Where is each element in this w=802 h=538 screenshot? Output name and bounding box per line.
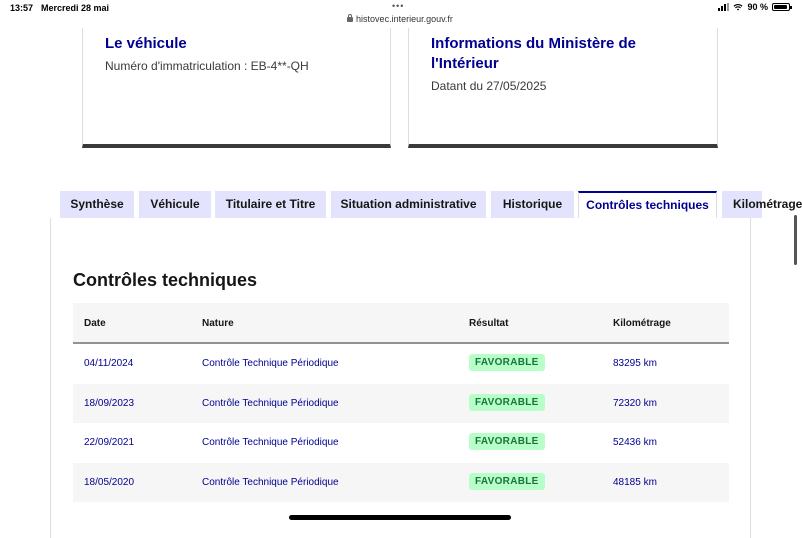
result-badge: FAVORABLE (469, 433, 545, 450)
header-nature: Nature (202, 318, 234, 329)
table-row (73, 384, 729, 424)
ministry-card-title: Informations du Ministère de l'Intérieur (431, 35, 637, 72)
tab-controles-techniques[interactable]: Contrôles techniques (578, 191, 717, 219)
header-result: Résultat (469, 318, 509, 329)
status-indicators (718, 2, 790, 12)
battery-icon (772, 3, 790, 11)
lock-icon (347, 17, 353, 22)
address-bar[interactable] (0, 14, 800, 28)
status-bar (0, 0, 800, 14)
row-date: 04/11/2024 (84, 358, 134, 369)
row-nature: Contrôle Technique Périodique (202, 397, 339, 409)
tab-panel (50, 218, 751, 538)
status-time: 13:57 (10, 3, 34, 13)
row-km: 83295 km (613, 358, 657, 369)
battery-percentage: 90 % (747, 2, 768, 12)
header-km: Kilométrage (613, 318, 671, 329)
result-badge: FAVORABLE (469, 354, 545, 371)
row-km: 52436 km (613, 437, 657, 448)
table-row (73, 463, 729, 503)
inspections-table (73, 303, 729, 502)
tab-synthese[interactable]: Synthèse (60, 191, 134, 218)
cellular-signal-icon (718, 3, 729, 11)
tab-situation-administrative[interactable]: Situation administrative (331, 191, 486, 218)
tab-bar (60, 191, 802, 218)
registration-number: Numéro d'immatriculation : EB-4**-QH (105, 59, 309, 73)
result-badge: FAVORABLE (469, 473, 545, 490)
header-date: Date (84, 318, 106, 329)
wifi-icon (733, 3, 743, 11)
ministry-card (408, 28, 718, 148)
ministry-data-date: Datant du 27/05/2025 (431, 79, 547, 93)
table-row (73, 423, 729, 463)
scrollbar[interactable] (794, 215, 797, 265)
row-km: 48185 km (613, 476, 657, 488)
row-date: 18/05/2020 (84, 476, 135, 488)
multitasking-dots-icon[interactable]: ••• (392, 1, 405, 11)
table-header (73, 303, 729, 344)
vehicle-card-title: Le véhicule (105, 35, 187, 52)
url-text: histovec.interieur.gouv.fr (356, 14, 453, 24)
tab-historique[interactable]: Historique (491, 191, 574, 218)
row-km: 72320 km (613, 397, 657, 409)
vehicle-card (82, 28, 391, 148)
home-indicator[interactable] (289, 515, 511, 520)
table-row (73, 344, 729, 384)
section-title: Contrôles techniques (73, 270, 258, 290)
row-nature: Contrôle Technique Périodique (202, 358, 339, 369)
tab-kilometrage[interactable]: Kilométrage (722, 191, 762, 218)
result-badge: FAVORABLE (469, 394, 545, 411)
status-date: Mercredi 28 mai (41, 3, 110, 13)
row-date: 18/09/2023 (84, 397, 135, 409)
tab-titulaire-titre[interactable]: Titulaire et Titre (215, 191, 326, 218)
row-date: 22/09/2021 (84, 437, 135, 448)
tab-vehicule[interactable]: Véhicule (139, 191, 211, 218)
row-nature: Contrôle Technique Périodique (202, 476, 339, 488)
row-nature: Contrôle Technique Périodique (202, 437, 339, 448)
